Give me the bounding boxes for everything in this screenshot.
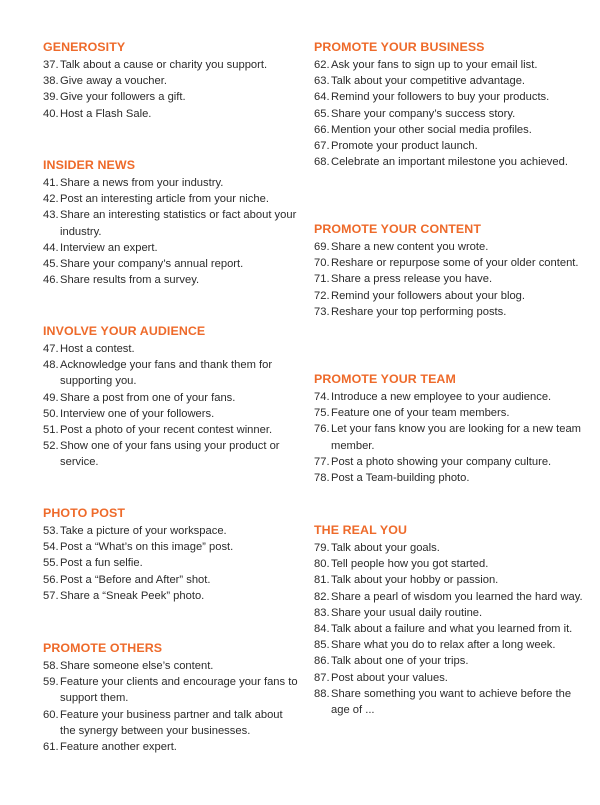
item-list xyxy=(314,57,584,170)
list-item: 68.Celebrate an important milestone you achieved. xyxy=(314,156,568,169)
section-promote-your-content xyxy=(314,222,584,320)
list-item: 47.Host a contest. xyxy=(43,343,135,355)
list-item: 83.Share your usual daily routine. xyxy=(314,606,483,619)
list-item: 73.Reshare your top performing posts. xyxy=(314,305,507,318)
item-list xyxy=(43,341,301,471)
list-item: 81.Talk about your hobby or passion. xyxy=(314,574,499,587)
section-title: GENEROSITY xyxy=(43,40,126,54)
list-item: 38.Give away a voucher. xyxy=(43,75,167,88)
list-item: 78.Post a Team-building photo. xyxy=(314,472,470,485)
section-title: INVOLVE YOUR AUDIENCE xyxy=(43,324,206,338)
list-item: 53.Take a picture of your workspace. xyxy=(43,525,227,537)
item-list xyxy=(43,175,301,288)
list-item: 62.Ask your fans to sign up to your email list. xyxy=(314,59,538,71)
list-item: 50.Interview one of your followers. xyxy=(43,407,215,420)
section-generosity xyxy=(43,40,301,122)
list-item: 46.Share results from a survey. xyxy=(43,274,200,287)
list-item: 44.Interview an expert. xyxy=(43,241,158,254)
item-list xyxy=(314,540,584,718)
list-item: 79.Talk about your goals. xyxy=(314,542,440,554)
list-item: 49.Share a post from one of your fans. xyxy=(43,391,236,404)
section-title: THE REAL YOU xyxy=(314,523,407,537)
list-item: 67.Promote your product launch. xyxy=(314,140,478,153)
section-title: PROMOTE YOUR TEAM xyxy=(314,372,456,386)
list-item: 87.Post about your values. xyxy=(314,671,448,684)
list-item: 59.Feature your clients and encourage your fans to support them. xyxy=(43,676,298,705)
item-list xyxy=(314,239,584,320)
list-item: 56.Post a “Before and After” shot. xyxy=(43,573,211,586)
section-promote-your-business xyxy=(314,40,584,170)
list-item: 85.Share what you do to relax after a long week. xyxy=(314,639,556,652)
list-item: 40.Host a Flash Sale. xyxy=(43,107,152,120)
section-insider-news xyxy=(43,158,301,288)
list-item: 64.Remind your followers to buy your products. xyxy=(314,91,550,104)
list-item: 84.Talk about a failure and what you learned from it. xyxy=(314,623,573,636)
item-list xyxy=(314,389,584,486)
list-item: 42.Post an interesting article from your niche. xyxy=(43,193,269,206)
list-item: 65.Share your company’s success story. xyxy=(314,107,516,120)
list-item: 77.Post a photo showing your company culture. xyxy=(314,455,552,468)
list-item: 51.Post a photo of your recent contest winner. xyxy=(43,424,273,437)
list-item: 58.Share someone else’s content. xyxy=(43,660,214,672)
section-title: PROMOTE YOUR CONTENT xyxy=(314,222,481,236)
section-title: PROMOTE YOUR BUSINESS xyxy=(314,40,485,54)
list-item: 37.Talk about a cause or charity you support. xyxy=(43,59,268,71)
list-item: 75.Feature one of your team members. xyxy=(314,407,510,420)
item-list xyxy=(43,658,301,755)
list-item: 60.Feature your business partner and talk about the synergy between your businesses. xyxy=(43,708,283,737)
list-item: 39.Give your followers a gift. xyxy=(43,91,186,104)
section-photo-post xyxy=(43,506,301,604)
section-title: PHOTO POST xyxy=(43,506,126,520)
section-promote-your-team xyxy=(314,372,584,486)
list-item: 74.Introduce a new employee to your audience. xyxy=(314,391,552,403)
section-involve-your-audience xyxy=(43,324,301,471)
section-promote-others xyxy=(43,641,301,755)
list-item: 71.Share a press release you have. xyxy=(314,273,493,286)
list-item: 55.Post a fun selfie. xyxy=(43,557,143,570)
list-item: 45.Share your company’s annual report. xyxy=(43,258,244,271)
list-item: 54.Post a “What’s on this image” post. xyxy=(43,541,234,554)
list-item: 52.Show one of your fans using your product or service. xyxy=(43,440,280,469)
list-item: 43.Share an interesting statistics or fact about your industry. xyxy=(43,209,297,238)
item-list xyxy=(43,523,301,604)
list-item: 69.Share a new content you wrote. xyxy=(314,241,489,253)
section-title: PROMOTE OTHERS xyxy=(43,641,163,655)
list-item: 80.Tell people how you got started. xyxy=(314,558,489,571)
list-item: 61.Feature another expert. xyxy=(43,741,177,754)
section-the-real-you xyxy=(314,523,584,718)
list-item: 70.Reshare or repurpose some of your older content. xyxy=(314,257,579,270)
list-item: 72.Remind your followers about your blog. xyxy=(314,289,526,302)
list-item: 82.Share a pearl of wisdom you learned the hard way. xyxy=(314,590,583,603)
list-item: 41.Share a news from your industry. xyxy=(43,177,224,189)
list-item: 76.Let your fans know you are looking for a new team member. xyxy=(314,423,581,452)
list-item: 48.Acknowledge your fans and thank them for supporting you. xyxy=(43,359,273,388)
list-item: 86.Talk about one of your trips. xyxy=(314,655,469,668)
list-item: 57.Share a “Sneak Peek” photo. xyxy=(43,589,205,602)
item-list xyxy=(43,57,301,122)
list-item: 63.Talk about your competitive advantage. xyxy=(314,75,526,88)
section-title: INSIDER NEWS xyxy=(43,158,136,172)
list-item: 88.Share something you want to achieve before the age of ... xyxy=(314,687,572,717)
list-item: 66.Mention your other social media profiles. xyxy=(314,123,532,136)
